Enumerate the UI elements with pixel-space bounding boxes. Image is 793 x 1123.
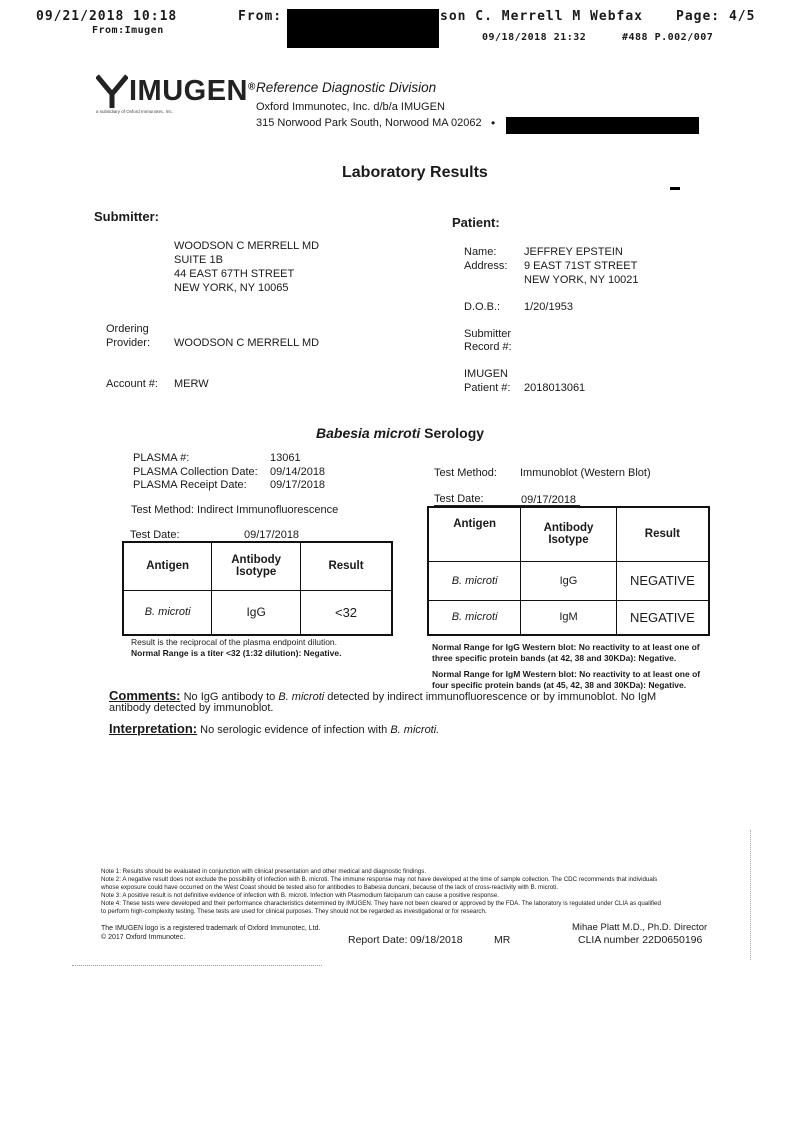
dob-label: D.O.B.: [464,301,501,313]
clia-number: CLIA number 22D0650196 [578,934,703,946]
fax-ref: #488 P.002/007 [622,32,714,43]
interpretation-organism: B. microti. [390,724,440,736]
header-antigen: Antigen [123,542,212,590]
fax-from-label: From: [238,9,283,24]
note-line: Note 3: A positive result is not definitive evidence of infection with B. microti. Infection with Plasmodium falciparum can cause a positive response. [101,892,499,899]
fax-timestamp: 09/21/2018 10:18 [36,9,178,24]
header-isotype: Antibody Isotype [212,542,301,590]
account-label: Account #: [106,378,158,390]
scan-artifact-line [72,965,322,966]
receipt-label: PLASMA Receipt Date: [133,479,247,491]
imugen-logo-mark [96,74,128,110]
header-isotype: Antibody Isotype [521,507,617,561]
plasma-value: 13061 [270,452,301,464]
ordering-provider: WOODSON C MERRELL MD [174,337,320,349]
provider-label: Provider: [106,337,151,349]
redaction-box [287,9,439,48]
right-test-method-label: Test Method: [434,467,497,479]
note-line: Note 4: These tests were developed and their performance characteristics determined by IMUGEN. They have not been cleared or approved by the FDA. The laboratory is regulated under CLIA as qualified [101,900,661,907]
logo-registered: ® [248,81,256,93]
account-value: MERW [174,378,209,390]
header-result: Result [616,507,709,561]
fax-from-name: son C. Merrell M Webfax [440,9,644,24]
comments-label: Comments: [109,688,181,703]
comments-organism: B. microti [278,691,325,703]
comments-text-c: antibody detected by immunoblot. [109,702,274,714]
comments-text-b: detected by indirect immunofluorescence or by immunoblot. No IgM [324,691,657,703]
cell-isotype: IgM [521,600,617,635]
report-date-label: Report Date: [348,934,408,946]
initials: MR [494,934,511,946]
note-line: Note 1: Results should be evaluated in conjunction with clinical presentation and other medical and diagnostic findings. [101,868,427,875]
company: Oxford Immunotec, Inc. d/b/a IMUGEN [256,101,445,113]
address-label: Address: [464,260,508,272]
right-note-2b: four specific protein bands (at 45, 42, 38 and 30KDa): Negative. [432,680,687,690]
patient-address-2: NEW YORK, NY 10021 [524,274,639,286]
redaction-box [506,117,699,134]
scan-artifact-edge [750,830,751,960]
submitter-record-label: Submitter [464,328,512,340]
division: Reference Diagnostic Division [256,80,437,95]
imugen-label: IMUGEN [464,368,508,380]
submitter-line: SUITE 1B [174,254,223,266]
fax-page: Page: 4/5 [676,9,756,24]
cell-antigen: B. microti [123,590,212,635]
logo-subtitle: a subsidiary of Oxford Immunotec, Inc. [96,109,174,114]
patient-heading: Patient: [452,215,500,230]
header-result: Result [301,542,392,590]
plasma-label: PLASMA #: [133,452,190,464]
serology-organism: Babesia microti [316,425,421,441]
left-note-2: Normal Range is a titer <32 (1:32 dilution): Negative. [131,648,342,658]
comments-text-a: No IgG antibody to [180,691,279,703]
left-results-table [122,541,393,636]
redaction-mark [670,187,680,190]
collection-value: 09/14/2018 [270,466,326,478]
serology-title-rest: Serology [420,425,485,441]
submitter-line: 44 EAST 67TH STREET [174,268,295,280]
right-test-date-label: Test Date: [434,493,484,505]
left-test-date-label: Test Date: [130,529,180,541]
right-test-date-value: 09/17/2018 [521,494,577,506]
interpretation-text: No serologic evidence of infection with [197,724,391,736]
cell-isotype: IgG [212,590,301,635]
director: Mihae Platt M.D., Ph.D. Director [572,922,708,933]
fax-from-sub: From:Imugen [92,25,164,36]
header-antigen: Antigen [428,507,521,561]
logo-text: IMUGEN [129,75,248,107]
right-results-table [427,506,710,636]
table-row [428,561,709,600]
note-line: whose exposure could have occurred on the West Coast should be tested also for antibodies to Babesia duncani, because of the lack of cross-reactivity with B. microti. [101,884,558,891]
trademark-line-2: © 2017 Oxford Immunotec. [101,934,186,941]
interpretation-label: Interpretation: [109,721,198,736]
report-date-value: 09/18/2018 [410,934,463,946]
imugen-logo [129,75,256,108]
page-title: Laboratory Results [342,164,488,181]
right-test-method-value: Immunoblot (Western Blot) [520,467,651,479]
right-note-1a: Normal Range for IgG Western blot: No reactivity to at least one of [432,642,700,652]
table-row [428,600,709,635]
name-label: Name: [464,246,497,258]
interpretation [109,721,439,736]
ordering-label: Ordering [106,323,149,335]
note-line: Note 2: A negative result does not exclude the possibility of infection with B. microti. The immune response may not have developed at the time of sample collection. The CDC recommends that individuals [101,876,658,883]
note-line: to perform high-complexity testing. These tests are used for clinical purposes. They should not be regarded as investigational or for research. [101,908,487,915]
lab-address: 315 Norwood Park South, Norwood MA 02062 [256,117,482,129]
left-test-method: Test Method: Indirect Immunofluorescence [131,504,339,516]
patient-number: 2018013061 [524,382,586,394]
dob-value: 1/20/1953 [524,301,573,313]
cell-isotype: IgG [521,561,617,600]
table-row [123,590,392,635]
submitter-heading: Submitter: [94,209,159,224]
collection-label: PLASMA Collection Date: [133,466,258,478]
comments [109,688,656,703]
left-test-date-value: 09/17/2018 [244,529,300,541]
receipt-value: 09/17/2018 [270,479,326,491]
patient-address-1: 9 EAST 71ST STREET [524,260,638,272]
left-note-1: Result is the reciprocal of the plasma endpoint dilution. [131,637,338,647]
cell-antigen: B. microti [428,600,521,635]
trademark-line-1: The IMUGEN logo is a registered trademark of Oxford Immunotec, Ltd. [101,925,321,932]
serology-title [316,425,484,441]
record-number-label: Record #: [464,341,512,353]
patient-name: JEFFREY EPSTEIN [524,246,623,258]
bullet: • [491,116,496,130]
cell-result: NEGATIVE [616,561,709,600]
submitter-line: NEW YORK, NY 10065 [174,282,289,294]
patient-number-label: Patient #: [464,382,511,394]
right-note-1b: three specific protein bands (at 42, 38 and 30KDa): Negative. [432,653,677,663]
cell-result: NEGATIVE [616,600,709,635]
cell-antigen: B. microti [428,561,521,600]
cell-result: <32 [301,590,392,635]
fax-received: 09/18/2018 21:32 [482,32,587,43]
submitter-line: WOODSON C MERRELL MD [174,240,320,252]
right-note-2a: Normal Range for IgM Western blot: No reactivity to at least one of [432,669,701,679]
